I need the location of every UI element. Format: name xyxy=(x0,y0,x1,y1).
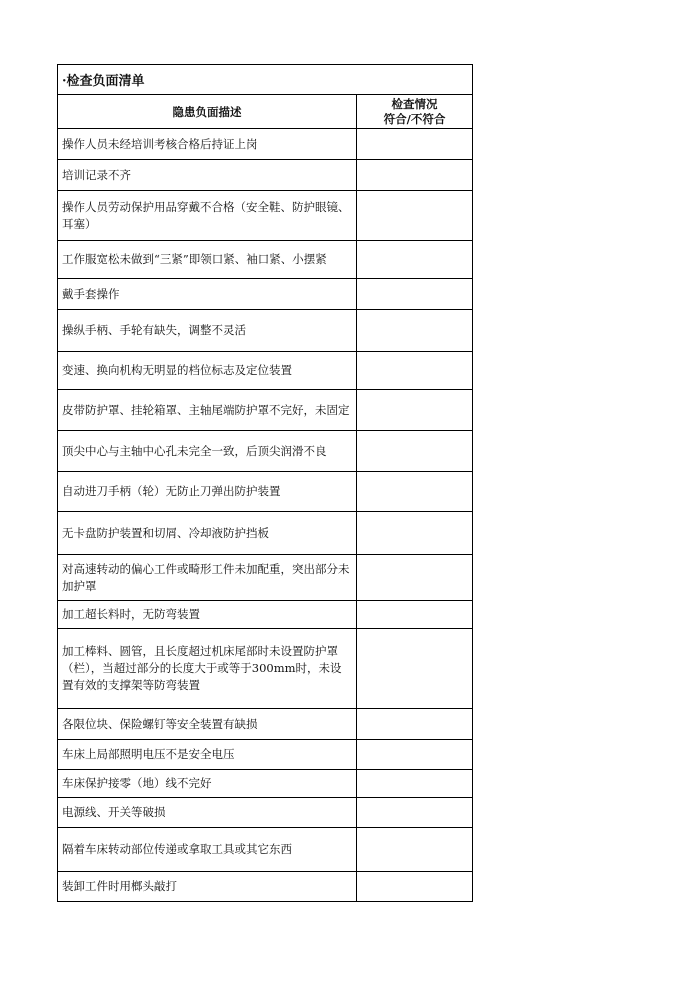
row-status[interactable] xyxy=(357,160,473,191)
table-row xyxy=(58,160,473,191)
row-description: 培训记录不齐 xyxy=(58,160,357,191)
row-status[interactable] xyxy=(357,390,473,431)
table-row xyxy=(58,390,473,431)
row-status[interactable] xyxy=(357,512,473,555)
row-status[interactable] xyxy=(357,129,473,160)
table-row xyxy=(58,798,473,828)
row-status[interactable] xyxy=(357,709,473,740)
row-description: 操纵手柄、手轮有缺失，调整不灵活 xyxy=(58,310,357,352)
table-row xyxy=(58,129,473,160)
header-row xyxy=(58,95,473,129)
row-description: 戴手套操作 xyxy=(58,279,357,310)
table-row xyxy=(58,740,473,770)
row-description: 皮带防护罩、挂轮箱罩、主轴尾端防护罩不完好，未固定 xyxy=(58,390,357,431)
table-row xyxy=(58,512,473,555)
row-status[interactable] xyxy=(357,310,473,352)
table-row xyxy=(58,629,473,709)
header-status-line1: 检查情况 xyxy=(391,96,438,111)
row-description: 对高速转动的偏心工件或畸形工件未加配重，突出部分未加护罩 xyxy=(58,555,357,601)
table-row xyxy=(58,472,473,512)
row-description: 顶尖中心与主轴中心孔未完全一致，后顶尖润滑不良 xyxy=(58,431,357,472)
table-row xyxy=(58,241,473,279)
row-description: 工作服宽松未做到“三紧”即领口紧、袖口紧、小摆紧 xyxy=(58,241,357,279)
table-title: ·检查负面清单 xyxy=(58,65,473,95)
row-description: 隔着车床转动部位传递或拿取工具或其它东西 xyxy=(58,828,357,872)
table-row xyxy=(58,555,473,601)
row-status[interactable] xyxy=(357,431,473,472)
row-status[interactable] xyxy=(357,629,473,709)
row-status[interactable] xyxy=(357,352,473,390)
table-row xyxy=(58,352,473,390)
header-description: 隐患负面描述 xyxy=(58,95,357,129)
table-row xyxy=(58,431,473,472)
row-description: 无卡盘防护装置和切屑、冷却液防护挡板 xyxy=(58,512,357,555)
title-row xyxy=(58,65,473,95)
table-row xyxy=(58,872,473,902)
row-description: 操作人员未经培训考核合格后持证上岗 xyxy=(58,129,357,160)
row-status[interactable] xyxy=(357,770,473,798)
row-description: 车床保护接零（地）线不完好 xyxy=(58,770,357,798)
row-status[interactable] xyxy=(357,279,473,310)
table-row xyxy=(58,310,473,352)
table-row xyxy=(58,191,473,241)
row-status[interactable] xyxy=(357,798,473,828)
table-row xyxy=(58,601,473,629)
row-description: 车床上局部照明电压不是安全电压 xyxy=(58,740,357,770)
row-description: 装卸工件时用榔头敲打 xyxy=(58,872,357,902)
row-status[interactable] xyxy=(357,740,473,770)
row-status[interactable] xyxy=(357,872,473,902)
header-status xyxy=(357,95,473,129)
table-row xyxy=(58,828,473,872)
row-description: 操作人员劳动保护用品穿戴不合格（安全鞋、防护眼镜、耳塞） xyxy=(58,191,357,241)
row-description: 各限位块、保险螺钉等安全装置有缺损 xyxy=(58,709,357,740)
header-status-line2: 符合/不符合 xyxy=(383,111,446,126)
row-status[interactable] xyxy=(357,828,473,872)
row-status[interactable] xyxy=(357,191,473,241)
row-description: 电源线、开关等破损 xyxy=(58,798,357,828)
row-status[interactable] xyxy=(357,555,473,601)
checklist-table xyxy=(57,64,473,902)
row-status[interactable] xyxy=(357,472,473,512)
row-description: 加工棒料、圆管，且长度超过机床尾部时未设置防护罩（栏），当超过部分的长度大于或等于300mm时，未设置有效的支撑架等防弯装置 xyxy=(58,629,357,709)
row-status[interactable] xyxy=(357,241,473,279)
row-status[interactable] xyxy=(357,601,473,629)
row-description: 变速、换向机构无明显的档位标志及定位装置 xyxy=(58,352,357,390)
table-row xyxy=(58,770,473,798)
table-row xyxy=(58,279,473,310)
row-description: 加工超长料时，无防弯装置 xyxy=(58,601,357,629)
row-description: 自动进刀手柄（轮）无防止刀弹出防护装置 xyxy=(58,472,357,512)
table-row xyxy=(58,709,473,740)
